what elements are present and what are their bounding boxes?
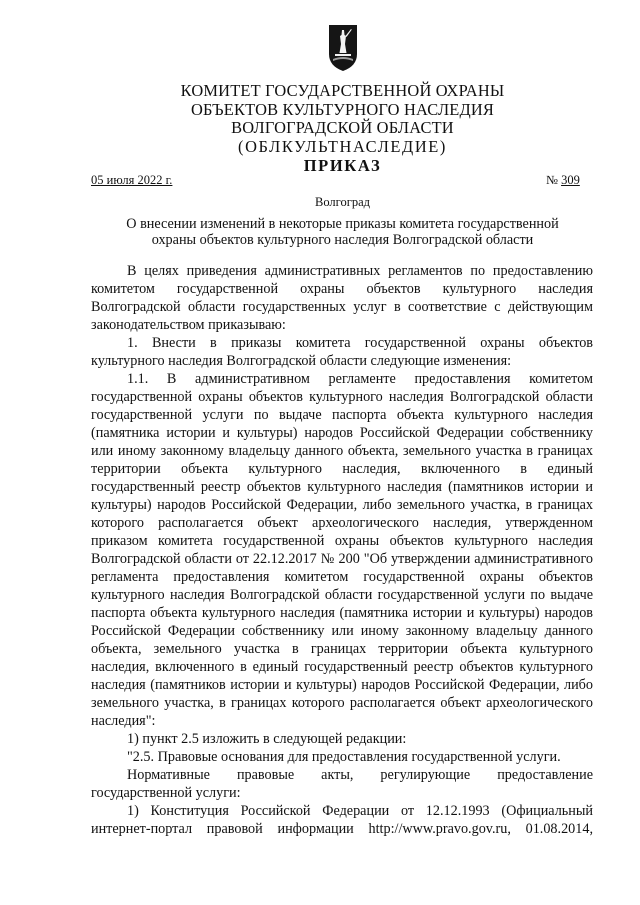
coat-of-arms-emblem <box>328 24 358 72</box>
paragraph-preamble: В целях приведения административных регламентов по предоставлению комитетом государственной охраны объектов культурного наследия Волгоградской области государственных услуг в соответствие с действующим законодательством приказываю: <box>91 263 593 333</box>
document-city: Волгоград <box>314 195 370 209</box>
paragraph-item-1-1: 1.1. В административном регламенте предоставления комитетом государственной охраны объектов культурного наследия Волгоградской области государственной услуги по выдаче паспорта объекта культурного наследия (памятника истории и культуры) народов Российской Федерации собственнику или иному законному владельцу данного объекта, земельного участка в границах территории объекта культурного наследия, включенного в единый государственный реестр объектов культурного наследия (памятников истории и культуры) народов Российской Федерации, либо земельного участка, в границах которого располагается объект археологического наследия, утвержденном приказом комитета государственной охраны объектов культурного наследия Волгоградской области от 22.12.2017 № 200 "Об утверждении административного регламента предоставления комитетом государственной охраны объектов культурного наследия Волгоградской области государственной услуги по выдаче паспорта объекта культурного наследия (памятника истории и культуры) народов Российской Федерации собственнику или иному законному владельцу данного объекта, земельного участка в границах территории объекта культурного наследия, включенного в единый государственный реестр объектов культурного наследия (памятников истории и культуры) народов Российской Федерации, либо земельного участка, в границах которого располагается объект археологического наследия": <box>91 371 593 729</box>
document-number <box>546 173 580 188</box>
header-line-1: КОМИТЕТ ГОСУДАРСТВЕННОЙ ОХРАНЫ <box>180 81 505 100</box>
document-type: ПРИКАЗ <box>303 156 382 175</box>
paragraph-clause-2-5: "2.5. Правовые основания для предоставления государственной услуги. <box>127 749 561 765</box>
document-subject <box>90 217 595 248</box>
header-line-4: (ОБЛКУЛЬТНАСЛЕДИЕ) <box>238 136 447 156</box>
header-line-3: ВОЛГОГРАДСКОЙ ОБЛАСТИ <box>231 118 454 138</box>
paragraph-item-1: 1. Внести в приказы комитета государственной охраны объектов культурного наследия Волгоградской области следующие изменения: <box>91 335 593 369</box>
number-prefix: № <box>546 173 562 187</box>
paragraph-legal-acts: Нормативные правовые акты, регулирующие предоставление государственной услуги: <box>91 767 593 801</box>
header-line-2: ОБЪЕКТОВ КУЛЬТУРНОГО НАСЛЕДИЯ <box>190 99 495 119</box>
document-body <box>91 262 593 838</box>
subject-line-2: охраны объектов культурного наследия Волгоградской области <box>151 231 534 248</box>
paragraph-constitution: 1) Конституция Российской Федерации от 12.12.1993 (Официальный интернет-портал правовой информации http://www.pravo.gov.ru, 01.08.2014, <box>91 803 593 837</box>
paragraph-subitem-1: 1) пункт 2.5 изложить в следующей редакции: <box>127 731 407 747</box>
number-value: 309 <box>561 173 580 187</box>
document-date: 05 июля 2022 г. <box>91 173 173 187</box>
committee-name <box>90 82 595 156</box>
subject-line-1: О внесении изменений в некоторые приказы комитета государственной <box>126 216 559 232</box>
